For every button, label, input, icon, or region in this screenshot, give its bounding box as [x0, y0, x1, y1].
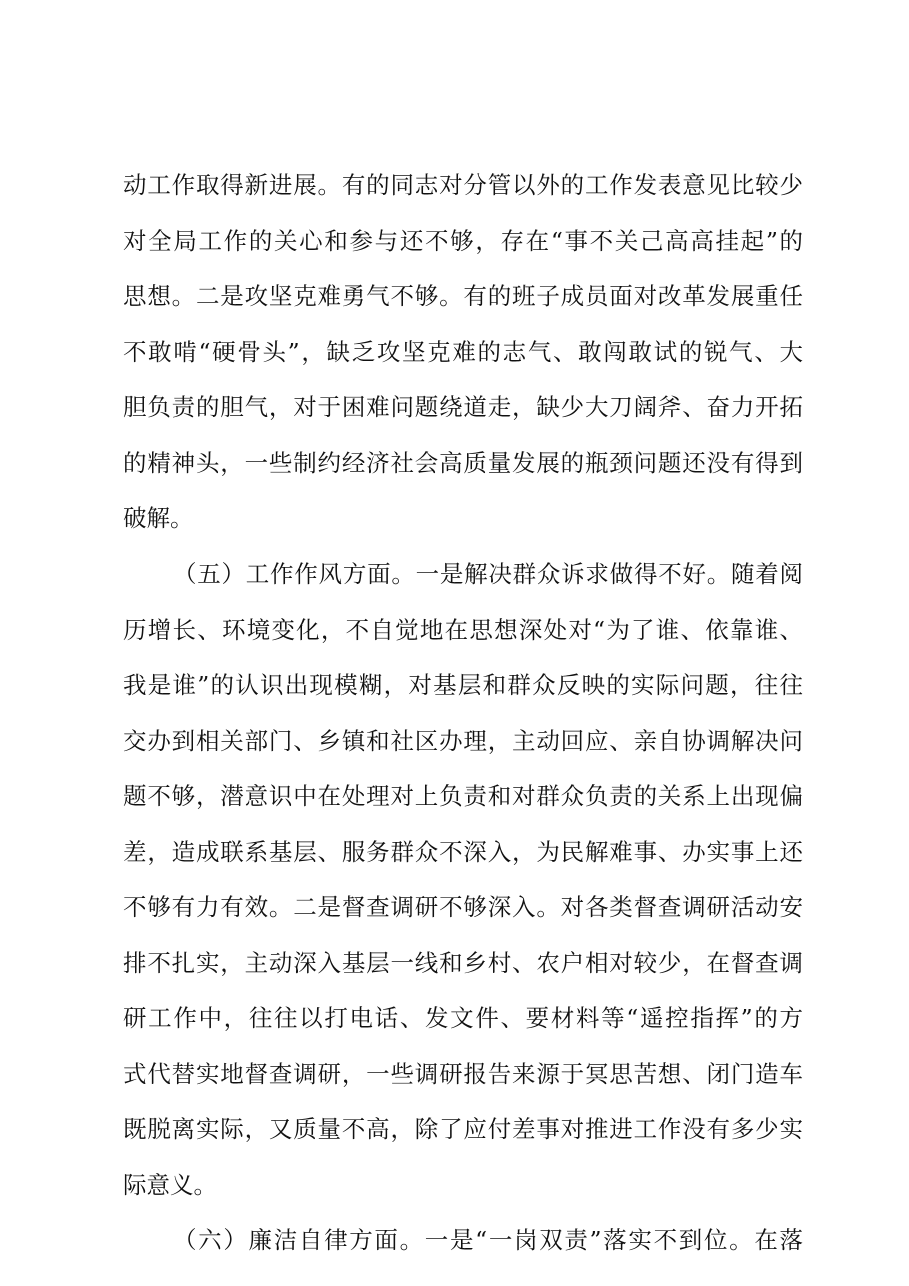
text-line: 际意义。 [123, 1171, 217, 1199]
text-line: 研工作中，往往以打电话、发文件、要材料等“遥控指挥”的方 [123, 1004, 803, 1032]
paragraph-heading-line: （六）廉洁自律方面。一是“一岗双责”落实不到位。在落 [173, 1226, 803, 1254]
text-line: 对全局工作的关心和参与还不够，存在“事不关己高高挂起”的 [123, 227, 803, 255]
text-line: 既脱离实际，又质量不高，除了应付差事对推进工作没有多少实 [123, 1115, 803, 1143]
text-line: 破解。 [123, 504, 194, 532]
text-line: 我是谁”的认识出现模糊，对基层和群众反映的实际问题，往往 [123, 671, 803, 699]
text-line: 题不够，潜意识中在处理对上负责和对群众负责的关系上出现偏 [123, 782, 803, 810]
text-line: 思想。二是攻坚克难勇气不够。有的班子成员面对改革发展重任 [123, 282, 803, 310]
text-line: 动工作取得新进展。有的同志对分管以外的工作发表意见比较少 [123, 171, 803, 199]
text-line: 交办到相关部门、乡镇和社区办理，主动回应、亲自协调解决问 [123, 727, 803, 755]
text-line: 的精神头，一些制约经济社会高质量发展的瓶颈问题还没有得到 [123, 449, 803, 477]
text-line: 式代替实地督查调研，一些调研报告来源于冥思苦想、闭门造车 [123, 1060, 803, 1088]
text-line: 胆负责的胆气，对于困难问题绕道走，缺少大刀阔斧、奋力开拓 [123, 393, 803, 421]
text-line: 不敢啃“硬骨头”，缺乏攻坚克难的志气、敢闯敢试的锐气、大 [123, 338, 803, 366]
paragraph-heading-line: （五）工作作风方面。一是解决群众诉求做得不好。随着阅 [173, 560, 803, 588]
text-line: 不够有力有效。二是督查调研不够深入。对各类督查调研活动安 [123, 893, 803, 921]
text-line: 差，造成联系基层、服务群众不深入，为民解难事、办实事上还 [123, 838, 803, 866]
text-line: 历增长、环境变化，不自觉地在思想深处对“为了谁、依靠谁、 [123, 616, 803, 644]
text-line: 排不扎实，主动深入基层一线和乡村、农户相对较少，在督查调 [123, 949, 803, 977]
